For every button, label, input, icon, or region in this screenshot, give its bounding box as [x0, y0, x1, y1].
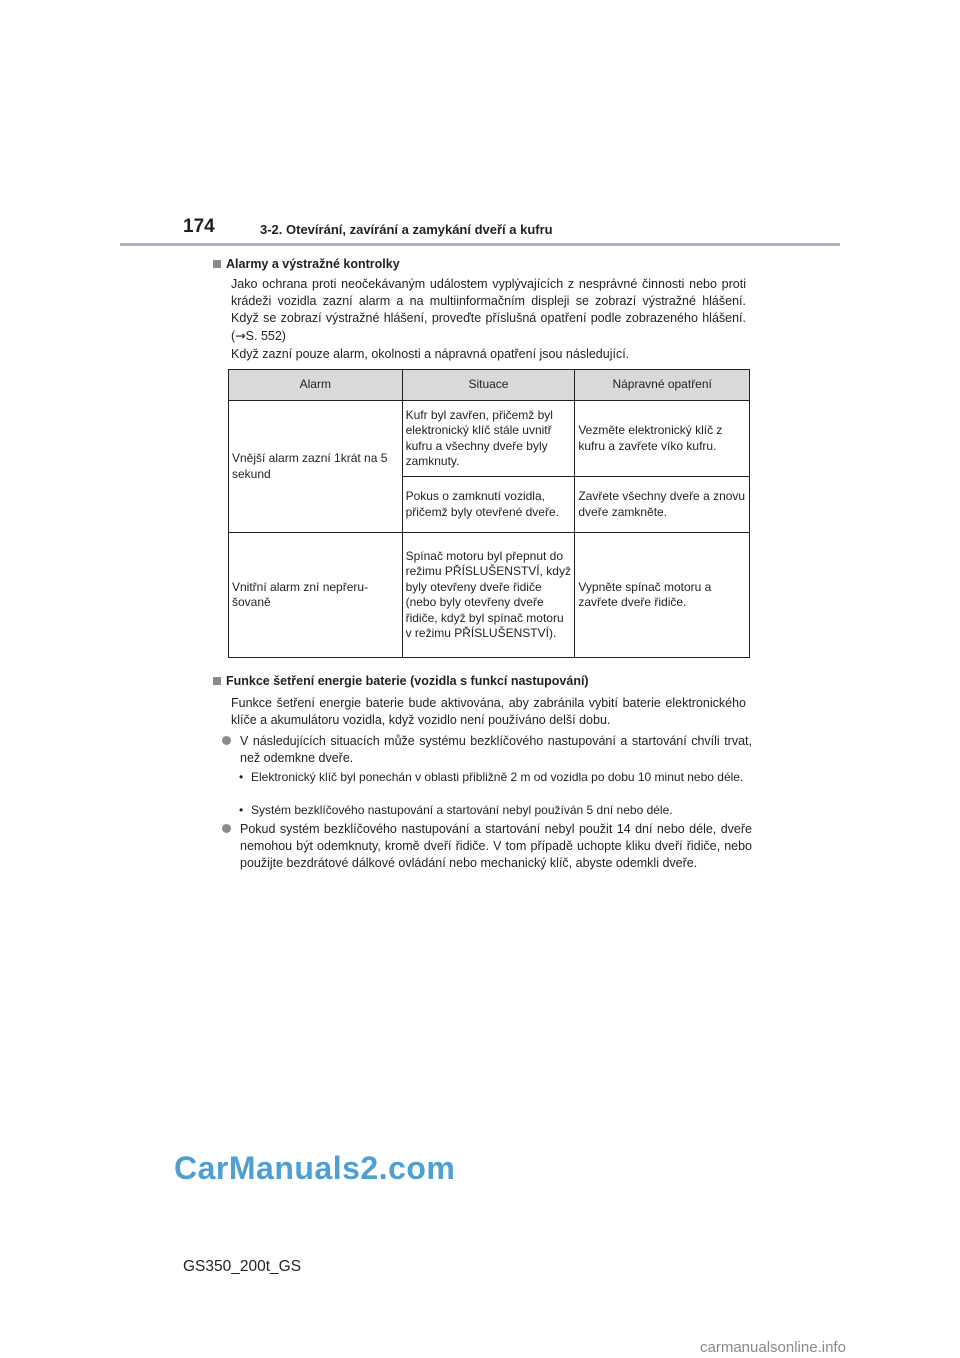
remedy-cell: Vypněte spínač motoru a zavřete dveře řidiče.	[575, 533, 750, 658]
section-title: 3-2. Otevírání, zavírání a zamykání dveří a kufru	[260, 222, 553, 237]
situation-cell: Kufr byl zavřen, přičemž byl elektronický klíč stále uvnitř kufru a všechny dveře byly zamknuty.	[402, 401, 575, 477]
alarms-intro-text: Jako ochrana proti neočekávaným událostem vyplývajících z nesprávné činnosti nebo proti krádeži vozidla zazní alarm a na multiinformačním displeji se zobrazí výstražné hlášení. Když se zobrazí výstražné hlášení, proveďte příslušná opatření podle zobrazeného hlášení. (	[231, 277, 746, 343]
bullet-text: Pokud systém bezklíčového nastupování a startování nebyl použit 14 dní nebo déle, dveře nemohou být odemknuty, kromě dveří řidiče. V tom případě uchopte kliku dveří řidiče, nebo použijte bezdrátové dálkové ovládání nebo mechanický klíč, abyste odemkli dveře.	[240, 822, 752, 870]
watermark-logo: CarManuals2.com	[174, 1150, 456, 1186]
arrow-right-icon: →	[235, 328, 246, 343]
alarms-lead: Když zazní pouze alarm, okolnosti a nápravná opatření jsou následující.	[231, 347, 630, 361]
alarm-cell: Vnitřní alarm zní nepřerušovaně	[229, 533, 403, 658]
sub-bullet-mark: •	[239, 770, 244, 784]
column-header-situation: Situace	[402, 370, 575, 401]
alarms-heading-text: Alarmy a výstražné kontrolky	[226, 257, 400, 271]
alarms-intro	[231, 276, 746, 345]
square-bullet-icon	[213, 677, 221, 685]
table-row	[229, 401, 750, 477]
column-header-alarm: Alarm	[229, 370, 403, 401]
situation-cell: Spínač motoru byl přepnut do režimu PŘÍSLUŠENSTVÍ, když byly otevřeny dveře řidiče (nebo byly otevřeny dveře řidiče, když byl spínač motoru v režimu PŘÍSLUŠENSTVÍ).	[402, 533, 575, 658]
sub-bullet-mark: •	[239, 803, 244, 817]
situation-cell: Pokus o zamknutí vozidla, přičemž byly otevřené dveře.	[402, 477, 575, 533]
sub-item-text: Systém bezklíčového nastupování a startování nebyl používán 5 dní nebo déle.	[251, 803, 673, 817]
alarm-cell: Vnější alarm zazní 1krát na 5 sekund	[229, 401, 403, 533]
sub-item-text: Elektronický klíč byl ponechán v oblasti přibližně 2 m od vozidla po dobu 10 minut nebo déle.	[251, 770, 744, 784]
table-header-row	[229, 370, 750, 401]
page-number: 174	[183, 216, 215, 237]
table-row	[229, 533, 750, 658]
site-watermark: carmanualsonline.info	[700, 1339, 846, 1356]
alarm-table	[228, 369, 750, 658]
model-code: GS350_200t_GS	[183, 1258, 302, 1275]
bullet-item	[222, 821, 752, 870]
remedy-cell: Vezměte elektronický klíč z kufru a zavřete víko kufru.	[575, 401, 750, 477]
circle-bullet-icon	[222, 824, 231, 833]
column-header-remedy: Nápravné opatření	[575, 370, 750, 401]
bullet-item	[222, 733, 752, 765]
battery-heading-text: Funkce šetření energie baterie (vozidla s funkcí nastupování)	[226, 674, 589, 688]
alarms-heading	[213, 257, 400, 271]
battery-intro: Funkce šetření energie baterie bude aktivována, aby zabránila vybití baterie elektronického klíče a akumulátoru vozidla, když vozidlo není používáno delší dobu.	[231, 696, 746, 727]
page-reference-link[interactable]: S. 552)	[245, 329, 286, 343]
header-divider	[120, 243, 840, 246]
battery-heading	[213, 674, 589, 688]
circle-bullet-icon	[222, 736, 231, 745]
square-bullet-icon	[213, 260, 221, 268]
remedy-cell: Zavřete všechny dveře a znovu dveře zamkněte.	[575, 477, 750, 533]
bullet-text: V následujících situacích může systému bezklíčového nastupování a startování chvíli trvat, než odemkne dveře.	[240, 734, 752, 765]
